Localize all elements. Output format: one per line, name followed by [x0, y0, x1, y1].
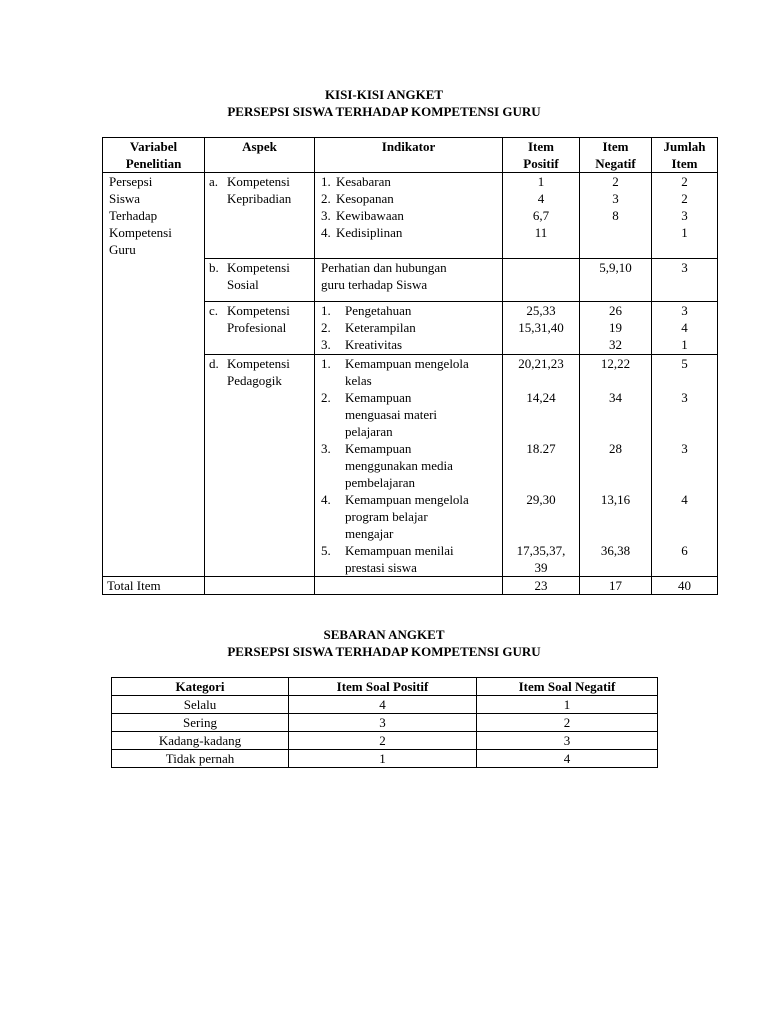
- indikator-item: 2. Keterampilan: [321, 320, 416, 335]
- indikator-item: 3. Kreativitas: [321, 337, 403, 352]
- sebaran-row: [112, 732, 658, 750]
- positif-cell: 1: [289, 750, 477, 768]
- sebaran-table: [111, 677, 658, 768]
- item-negatif-pedagogik: 12,22 34 28 13,16 36,38: [580, 355, 652, 577]
- indikator-profesional: [315, 302, 503, 355]
- header-item-positif: Item Positif: [503, 138, 580, 173]
- indikator-item: 2. Kesopanan: [321, 191, 394, 206]
- indikator-item: 2. Kemampuan menguasai materi pelajaran: [321, 390, 438, 439]
- jumlah-pedagogik: 5 3 3 4 6: [652, 355, 718, 577]
- item-negatif-profesional: 26 19 32: [580, 302, 652, 355]
- header-item-negatif: Item Negatif: [580, 138, 652, 173]
- kategori-cell: Tidak pernah: [112, 750, 289, 768]
- total-row: [103, 577, 718, 595]
- row-kepribadian: [103, 173, 718, 259]
- aspek-sosial: b. Kompetensi Sosial: [205, 259, 315, 302]
- kategori-cell: Sering: [112, 714, 289, 732]
- variabel-cell: Persepsi Siswa Terhadap Kompetensi Guru: [103, 173, 205, 577]
- sebaran-header-row: [112, 678, 658, 696]
- header-variabel: Variabel Penelitian: [103, 138, 205, 173]
- table2-title: SEBARAN ANGKET: [323, 627, 445, 642]
- indikator-item: 5. Kemampuan menilai prestasi siswa: [321, 543, 454, 575]
- item-negatif-kepribadian: 2 3 8: [580, 173, 652, 259]
- negatif-cell: 4: [477, 750, 658, 768]
- sebaran-row: [112, 750, 658, 768]
- positif-cell: 2: [289, 732, 477, 750]
- aspek-kepribadian: a. Kompetensi Kepribadian: [205, 173, 315, 259]
- indikator-item: 3. Kewibawaan: [321, 208, 404, 223]
- header-jumlah-item: Jumlah Item: [652, 138, 718, 173]
- indikator-item: 3. Kemampuan menggunakan media pembelajaran: [321, 441, 453, 490]
- kategori-cell: Kadang-kadang: [112, 732, 289, 750]
- negatif-cell: 3: [477, 732, 658, 750]
- total-label: Total Item: [103, 577, 205, 595]
- total-indikator-empty: [315, 577, 503, 595]
- indikator-item: 1. Kemampuan mengelola kelas: [321, 356, 469, 388]
- positif-cell: 4: [289, 696, 477, 714]
- total-jumlah: 40: [652, 577, 718, 595]
- indikator-item: 4. Kemampuan mengelola program belajar mengajar: [321, 492, 469, 541]
- item-negatif-sosial: 5,9,10: [580, 259, 652, 302]
- item-positif-profesional: 25,33 15,31,40: [503, 302, 580, 355]
- negatif-cell: 2: [477, 714, 658, 732]
- header-aspek: Aspek: [205, 138, 315, 173]
- kisi-kisi-table: [102, 137, 718, 595]
- sebaran-row: [112, 714, 658, 732]
- indikator-kepribadian: [315, 173, 503, 259]
- item-positif-sosial: [503, 259, 580, 302]
- indikator-sosial: Perhatian dan hubungan guru terhadap Siswa: [315, 259, 503, 302]
- header-kategori: Kategori: [112, 678, 289, 696]
- positif-cell: 3: [289, 714, 477, 732]
- indikator-pedagogik: [315, 355, 503, 577]
- negatif-cell: 1: [477, 696, 658, 714]
- header-item-soal-negatif: Item Soal Negatif: [477, 678, 658, 696]
- jumlah-kepribadian: 2 2 3 1: [652, 173, 718, 259]
- total-negatif: 17: [580, 577, 652, 595]
- table2-subtitle: PERSEPSI SISWA TERHADAP KOMPETENSI GURU: [227, 644, 541, 659]
- jumlah-sosial: 3: [652, 259, 718, 302]
- item-positif-pedagogik: 20,21,23 14,24 18.27 29,30 17,35,37, 39: [503, 355, 580, 577]
- indikator-item: 1. Pengetahuan: [321, 303, 412, 318]
- total-aspek-empty: [205, 577, 315, 595]
- aspek-profesional: c. Kompetensi Profesional: [205, 302, 315, 355]
- sebaran-row: [112, 696, 658, 714]
- item-positif-kepribadian: 1 4 6,7 11: [503, 173, 580, 259]
- indikator-item: 1. Kesabaran: [321, 174, 391, 189]
- aspek-pedagogik: d. Kompetensi Pedagogik: [205, 355, 315, 577]
- kisi-header-row: [103, 138, 718, 173]
- total-positif: 23: [503, 577, 580, 595]
- header-indikator: Indikator: [315, 138, 503, 173]
- kategori-cell: Selalu: [112, 696, 289, 714]
- table1-subtitle: PERSEPSI SISWA TERHADAP KOMPETENSI GURU: [227, 104, 541, 119]
- header-item-soal-positif: Item Soal Positif: [289, 678, 477, 696]
- jumlah-profesional: 3 4 1: [652, 302, 718, 355]
- indikator-item: 4. Kedisiplinan: [321, 225, 403, 240]
- table1-title: KISI-KISI ANGKET: [324, 87, 444, 102]
